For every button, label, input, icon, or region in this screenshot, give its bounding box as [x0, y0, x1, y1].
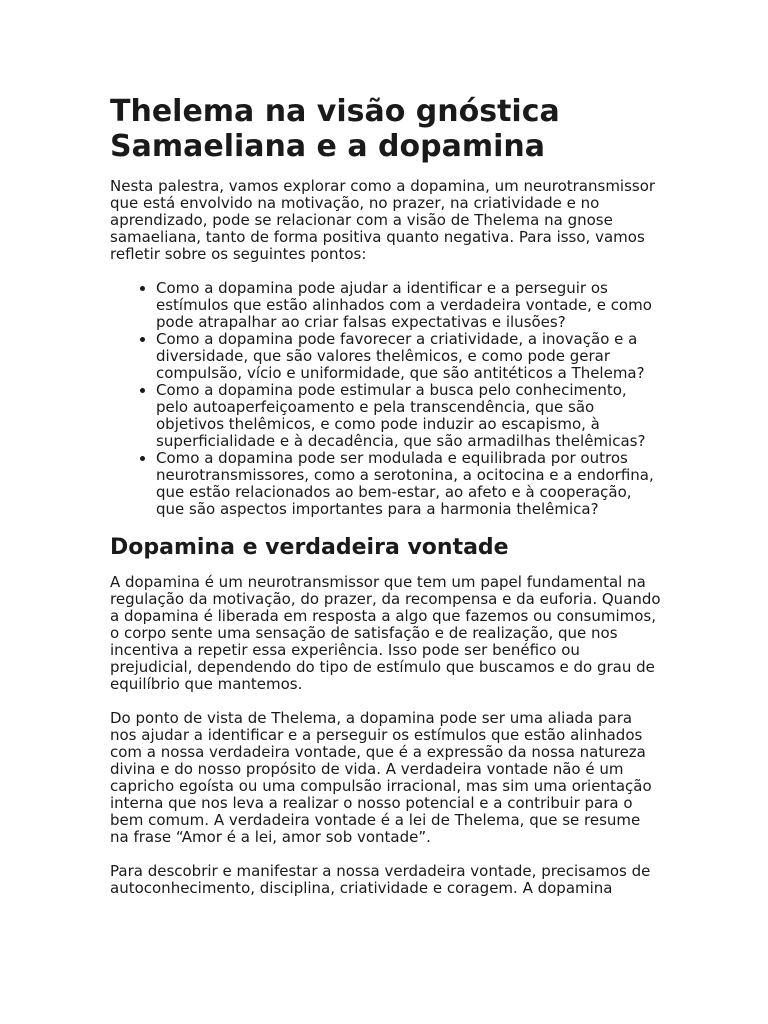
document-title [110, 94, 662, 164]
section-heading: Dopamina e verdadeira vontade [110, 535, 509, 560]
document-page [110, 94, 662, 897]
body-paragraph: Para descobrir e manifestar a nossa verdadeira vontade, precisamos de autoconhecimento, disciplina, criatividade e coragem. A dopamina [110, 862, 651, 897]
body-paragraph: A dopamina é um neurotransmissor que tem um papel fundamental na regulação da motivação, do prazer, da recompensa e da euforia. Quando a dopamina é liberada em resposta a algo que fazemos ou consumimos, o corpo sente uma sensação de satisfação e de realização, que nos incentiva a repetir essa experiência. Isso pode ser benéfico ou prejudicial, dependendo do tipo de estímulo que buscamos e do grau de equilíbrio que mantemos. [110, 573, 661, 693]
list-item: • Como a dopamina pode ajudar a identificar e a perseguir os estímulos que estão alinhados com a verdadeira vontade, e como pode atrapalhar ao criar falsas expectativas e ilusões? [156, 280, 662, 331]
body-paragraph: Do ponto de vista de Thelema, a dopamina pode ser uma aliada para nos ajudar a identificar e a perseguir os estímulos que estão alinhados com a nossa verdadeira vontade, que é a expressão da nossa natureza divina e do nosso propósito de vida. A verdadeira vontade não é um capricho egoísta ou uma compulsão irracional, mas sim uma orientação interna que nos leva a realizar o nosso potencial e a contribuir para o bem comum. A verdadeira vontade é a lei de Thelema, que se resume na frase “Amor é a lei, amor sob vontade”. [110, 709, 652, 846]
list-item: • Como a dopamina pode ser modulada e equilibrada por outros neurotransmissores, como a serotonina, a ocitocina e a endorfina, que estão relacionados ao bem-estar, ao afeto e à cooperação, que são aspectos importantes para a harmonia thelêmica? [156, 450, 662, 518]
intro-paragraph: Nesta palestra, vamos explorar como a dopamina, um neurotransmissor que está envolvido na motivação, no prazer, na criatividade e no aprendizado, pode se relacionar com a visão de Thelema na gnose samaeliana, tanto de forma positiva quanto negativa. Para isso, vamos refletir sobre os seguintes pontos: [110, 177, 656, 263]
list-item: • Como a dopamina pode favorecer a criatividade, a inovação e a diversidade, que são valores thelêmicos, e como pode gerar compulsão, vício e uniformidade, que são antitéticos a Thelema? [156, 331, 662, 382]
title-line-1: Thelema na visão gnóstica [110, 94, 560, 129]
list-item: • Como a dopamina pode estimular a busca pelo conhecimento, pelo autoaperfeiçoamento e pela transcendência, que são objetivos thelêmicos, e como pode induzir ao escapismo, à superficialidade e à decadência, que são armadilhas thelêmicas? [156, 382, 662, 450]
bullet-list [110, 280, 662, 518]
title-line-2: Samaeliana e a dopamina [110, 129, 545, 164]
